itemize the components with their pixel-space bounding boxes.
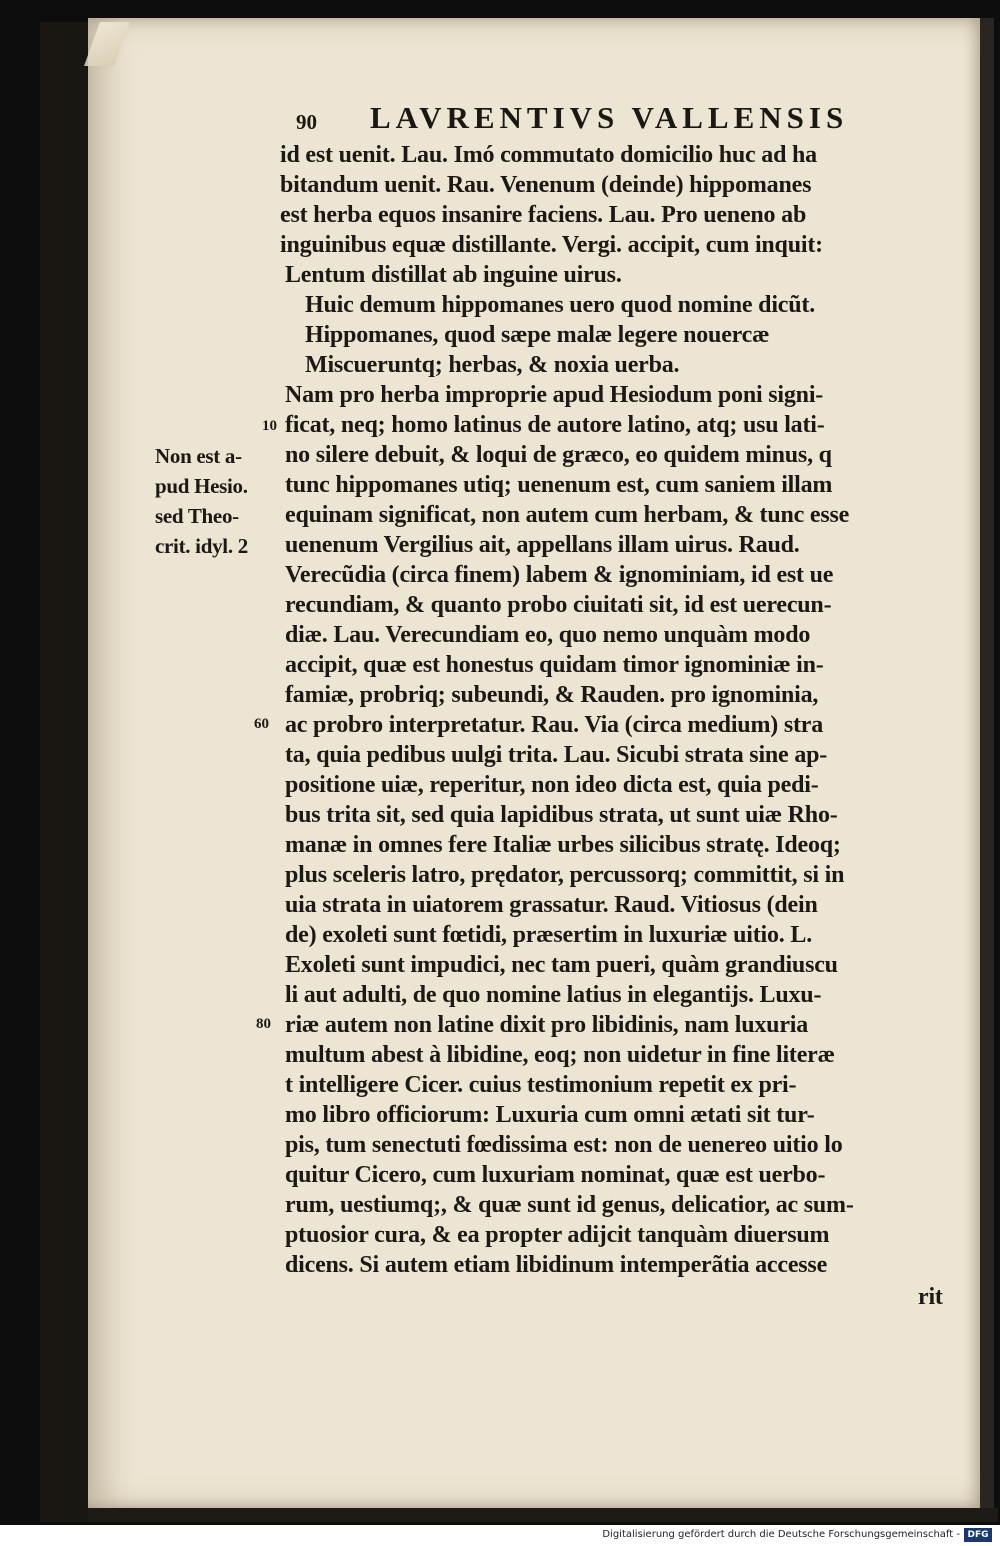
text-line: est herba equos insanire faciens. Lau. Pro ueneno ab [280, 202, 807, 228]
text-line: equinam significat, non autem cum herbam, & tunc esse [285, 502, 850, 528]
text-line: dicens. Si autem etiam libidinum intemperãtia accesse [285, 1252, 828, 1278]
text-line: diæ. Lau. Verecundiam eo, quo nemo unquàm modo [285, 622, 811, 648]
margin-note-line: pud Hesio. [155, 474, 248, 498]
line-number: 10 [262, 418, 277, 434]
text-line: uenenum Vergilius ait, appellans illam uirus. Raud. [285, 532, 800, 558]
text-line: t intelligere Cicer. cuius testimonium repetit ex pri- [285, 1072, 797, 1098]
running-title: LAVRENTIVS VALLENSIS [370, 100, 849, 135]
verse-line: Hippomanes, quod sæpe malæ legere nouercæ [305, 322, 770, 348]
text-line: plus sceleris latro, prędator, percussorq; committit, si in [285, 862, 845, 888]
text-line: rum, uestiumq;, & quæ sunt id genus, delicatior, ac sum- [285, 1192, 854, 1218]
text-line: famiæ, probriq; subeundi, & Rauden. pro ignominia, [285, 682, 819, 708]
text-line: Verecũdia (circa finem) labem & ignominiam, id est ue [285, 562, 834, 588]
catchword: rit [918, 1284, 943, 1310]
text-line: pis, tum senectuti fœdissima est: non de uenereo uitio lo [285, 1132, 843, 1158]
text-line: de) exoleti sunt fœtidi, præsertim in luxuriæ uitio. L. [285, 922, 812, 948]
text-line: accipit, quæ est honestus quidam timor ignominiæ in- [285, 652, 824, 678]
verse-line: Huic demum hippomanes uero quod nomine dicũt. [305, 292, 815, 318]
text-line: tunc hippomanes utiq; uenenum est, cum saniem illam [285, 472, 833, 498]
text-line: no silere debuit, & loqui de græco, eo quidem minus, q [285, 442, 832, 468]
text-line: ficat, neq; homo latinus de autore latino, atq; usu lati- [285, 412, 825, 438]
text-line: uia strata in uiatorem grassatur. Raud. Vitiosus (dein [285, 892, 818, 918]
text-line: riæ autem non latine dixit pro libidinis, nam luxuria [285, 1012, 809, 1038]
dfg-logo: DFG [964, 1528, 992, 1542]
verse-line: Lentum distillat ab inguine uirus. [285, 262, 622, 288]
text-line: multum abest à libidine, eoq; non uidetur in fine literæ [285, 1042, 835, 1068]
text-line: positione uiæ, reperitur, non ideo dicta est, quia pedi- [285, 772, 819, 798]
text-line: inguinibus equæ distillante. Vergi. accipit, cum inquit: [280, 232, 823, 258]
text-line: bus trita sit, sed quia lapidibus strata, ut sunt uiæ Rho- [285, 802, 838, 828]
line-number: 60 [254, 716, 269, 732]
text-line: li aut adulti, de quo nomine latius in elegantijs. Luxu- [285, 982, 822, 1008]
text-line: quitur Cicero, cum luxuriam nominat, quæ est uerbo- [285, 1162, 826, 1188]
text-line: recundiam, & quanto probo ciuitati sit, id est uerecun- [285, 592, 832, 618]
margin-note-line: sed Theo- [155, 504, 239, 528]
text-line: mo libro officiorum: Luxuria cum omni ætati sit tur- [285, 1102, 815, 1128]
text-line: ptuosior cura, & ea propter adijcit tanquàm diuersum [285, 1222, 830, 1248]
footer-bar [0, 1525, 1000, 1546]
text-line: manæ in omnes fere Italiæ urbes silicibus stratę. Ideoq; [285, 832, 841, 858]
margin-note-line: Non est a- [155, 444, 242, 468]
text-line: id est uenit. Lau. Imó commutato domicilio huc ad ha [280, 142, 817, 168]
text-line: bitandum uenit. Rau. Venenum (deinde) hippomanes [280, 172, 812, 198]
text-line: ac probro interpretatur. Rau. Via (circa medium) stra [285, 712, 824, 738]
text-line: Nam pro herba improprie apud Hesiodum poni signi- [285, 382, 824, 408]
digitization-credit: Digitalisierung gefördert durch die Deutsche Forschungsgemeinschaft - [602, 1529, 960, 1540]
folio-number: 90 [296, 110, 317, 134]
line-number: 80 [256, 1016, 271, 1032]
text-line: ta, quia pedibus uulgi trita. Lau. Sicubi strata sine ap- [285, 742, 828, 768]
margin-note-line: crit. idyl. 2 [155, 534, 248, 558]
verse-line: Miscueruntq; herbas, & noxia uerba. [305, 352, 680, 378]
text-line: Exoleti sunt impudici, nec tam pueri, quàm grandiuscu [285, 952, 838, 978]
